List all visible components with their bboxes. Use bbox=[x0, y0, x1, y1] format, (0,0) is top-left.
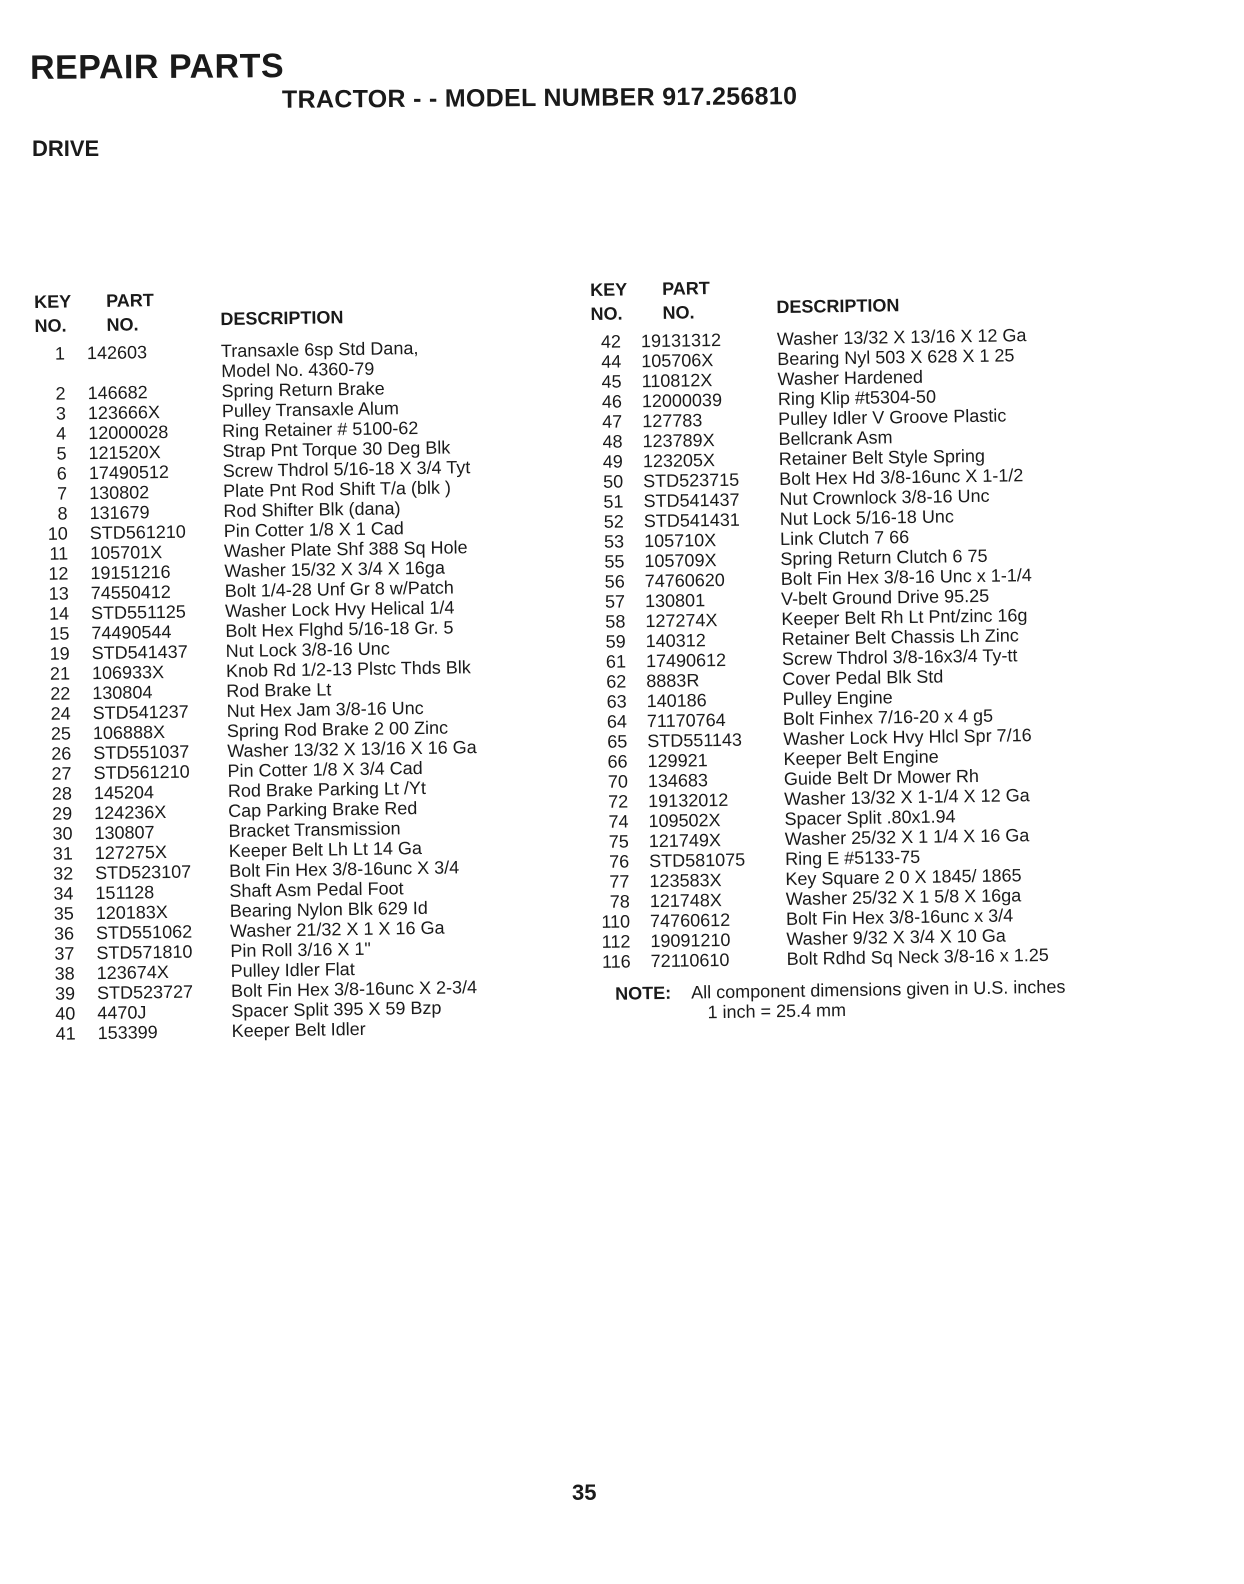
description-line: Pulley Transaxle Alum bbox=[221, 398, 400, 422]
part-number: 109502X bbox=[648, 810, 721, 832]
key-number: 78 bbox=[609, 891, 630, 912]
header-part-line2: NO. bbox=[662, 302, 695, 323]
part-number: 19131312 bbox=[640, 329, 722, 352]
description-line: Washer 25/32 X 1 5/8 X 16ga bbox=[785, 885, 1022, 910]
description-line: Bolt Rdhd Sq Neck 3/8-16 x 1.25 bbox=[786, 944, 1049, 969]
description-line: Spring Return Clutch 6 75 bbox=[780, 545, 988, 570]
description-line: Bolt Hex Hd 3/8-16unc X 1-1/2 bbox=[778, 465, 1024, 490]
description-line: Screw Thdrol 5/16-18 X 3/4 Tyt bbox=[222, 457, 471, 482]
description-line: Pulley Engine bbox=[782, 687, 893, 710]
header-key-line1: KEY bbox=[34, 291, 72, 312]
description-line: Bolt Finhex 7/16-20 x 4 g5 bbox=[782, 705, 994, 730]
part-number: 127275X bbox=[94, 841, 168, 864]
key-number: 26 bbox=[51, 743, 72, 764]
description-line: Spring Return Brake bbox=[221, 378, 385, 402]
part-number: 17490612 bbox=[645, 649, 727, 672]
part-number: 153399 bbox=[97, 1022, 158, 1044]
key-number: 25 bbox=[50, 723, 72, 744]
part-description bbox=[782, 667, 943, 690]
key-number: 59 bbox=[605, 631, 626, 652]
part-number: 131679 bbox=[89, 502, 150, 524]
description-line: Guide Belt Dr Mower Rh bbox=[783, 765, 980, 790]
key-number: 49 bbox=[602, 451, 624, 472]
table-header bbox=[590, 271, 1151, 330]
part-number: STD561210 bbox=[89, 521, 187, 544]
part-number: 151128 bbox=[95, 882, 155, 904]
description-line: Washer 9/32 X 3/4 X 10 Ga bbox=[786, 925, 1006, 949]
key-number: 28 bbox=[51, 783, 73, 804]
part-number: 123789X bbox=[642, 430, 715, 452]
parts-list-right bbox=[591, 323, 1161, 972]
part-number: 74760620 bbox=[644, 569, 725, 592]
key-number: 45 bbox=[601, 371, 622, 392]
key-number: 110 bbox=[601, 911, 631, 932]
part-number: 127274X bbox=[645, 610, 718, 632]
description-line: Washer 25/32 X 1 1/4 X 16 Ga bbox=[784, 825, 1030, 850]
description-line: Pin Cotter 1/8 X 1 Cad bbox=[223, 518, 405, 542]
description-line: Knob Rd 1/2-13 Plstc Thds Blk bbox=[225, 657, 471, 682]
part-description bbox=[221, 338, 419, 381]
description-line: Washer 13/32 X 13/16 X 12 Ga bbox=[776, 325, 1027, 350]
key-number: 40 bbox=[55, 1003, 76, 1024]
description-line: Cap Parking Brake Red bbox=[228, 798, 418, 822]
description-line: Link Clutch 7 66 bbox=[779, 527, 910, 550]
description-line: Spacer Split 395 X 59 Bzp bbox=[231, 997, 442, 1021]
page-title: REPAIR PARTS bbox=[29, 47, 285, 87]
description-line: Pin Roll 3/16 X 1" bbox=[230, 938, 371, 961]
part-number: 71170764 bbox=[646, 709, 726, 732]
part-description bbox=[229, 878, 403, 901]
page-number: 35 bbox=[572, 1480, 597, 1505]
key-number: 15 bbox=[49, 623, 70, 644]
description-line: Nut Hex Jam 3/8-16 Unc bbox=[226, 697, 424, 722]
key-number: 116 bbox=[601, 951, 631, 972]
part-description bbox=[231, 1019, 365, 1041]
note-conversion: 1 inch = 25.4 mm bbox=[707, 1000, 847, 1023]
part-number: 19091210 bbox=[650, 929, 731, 952]
key-number: 31 bbox=[52, 843, 73, 864]
key-number: 112 bbox=[601, 931, 631, 952]
key-number: 62 bbox=[606, 671, 627, 692]
key-number: 3 bbox=[55, 403, 67, 424]
part-number: 120183X bbox=[95, 901, 168, 924]
key-number: 75 bbox=[608, 831, 629, 852]
part-number: 129921 bbox=[647, 750, 708, 772]
description-line: Keeper Belt Idler bbox=[231, 1018, 366, 1041]
description-line: Nut Lock 5/16-18 Unc bbox=[779, 506, 955, 530]
description-line: Washer Lock Hvy Helical 1/4 bbox=[224, 597, 455, 622]
description-line: Rod Shifter Blk (dana) bbox=[223, 498, 401, 522]
header-key-line1: KEY bbox=[590, 279, 628, 300]
header-part-line1: PART bbox=[105, 290, 154, 311]
description-line: Shaft Asm Pedal Foot bbox=[229, 878, 404, 902]
note-text: All component dimensions given in U.S. inches bbox=[691, 976, 1066, 1003]
key-number: 6 bbox=[56, 463, 68, 484]
key-number: 5 bbox=[56, 443, 67, 464]
description-line: Key Square 2 0 X 1845/ 1865 bbox=[785, 865, 1022, 890]
part-number: 123666X bbox=[87, 402, 161, 424]
key-number: 38 bbox=[54, 963, 75, 984]
key-number: 27 bbox=[51, 763, 72, 784]
part-description bbox=[787, 945, 1049, 969]
key-number: 32 bbox=[52, 863, 74, 884]
description-line: Pulley Idler Flat bbox=[230, 959, 355, 981]
part-description bbox=[778, 387, 936, 409]
key-number: 72 bbox=[608, 791, 629, 812]
part-number: 8883R bbox=[646, 670, 700, 692]
key-number: 70 bbox=[607, 771, 629, 792]
key-number: 29 bbox=[52, 803, 73, 824]
part-number: 121520X bbox=[88, 442, 161, 464]
description-line: Rod Brake Parking Lt /Yt bbox=[227, 777, 427, 802]
description-line: Bolt Fin Hex 3/8-16unc X 2-3/4 bbox=[230, 977, 478, 1001]
part-number: 19132012 bbox=[648, 789, 729, 812]
description-line: Bearing Nyl 503 X 628 X 1 25 bbox=[777, 345, 1015, 370]
key-number: 74 bbox=[608, 811, 629, 832]
header-description: DESCRIPTION bbox=[776, 295, 900, 318]
key-number: 19 bbox=[49, 643, 70, 664]
description-line: Cover Pedal Blk Std bbox=[782, 666, 944, 690]
part-description bbox=[228, 818, 400, 841]
part-description bbox=[777, 367, 923, 389]
key-number: 55 bbox=[604, 551, 625, 572]
key-number: 48 bbox=[602, 431, 623, 452]
key-number: 22 bbox=[50, 683, 71, 704]
key-number: 24 bbox=[50, 703, 71, 724]
description-line: Bolt Fin Hex 3/8-16unc X 3/4 bbox=[228, 857, 460, 882]
description-line: Bolt Fin Hex 3/8-16 Unc x 1-1/4 bbox=[780, 565, 1032, 590]
description-line: Spring Rod Brake 2 00 Zinc bbox=[226, 717, 449, 742]
part-description bbox=[226, 638, 390, 661]
part-number: STD523715 bbox=[643, 469, 740, 492]
description-line: Bolt 1/4-28 Unf Gr 8 w/Patch bbox=[224, 577, 454, 602]
part-number: 127783 bbox=[642, 410, 703, 432]
part-description bbox=[784, 806, 955, 829]
description-line: Pulley Idler V Groove Plastic bbox=[778, 405, 1007, 430]
description-line: V-belt Ground Drive 95.25 bbox=[780, 585, 990, 610]
description-line: Rod Brake Lt bbox=[226, 679, 332, 702]
key-number: 1 bbox=[54, 343, 66, 364]
part-number: 123205X bbox=[642, 450, 716, 472]
description-line-2: Model No. 4360-79 bbox=[221, 358, 375, 382]
header-description: DESCRIPTION bbox=[220, 307, 344, 330]
part-description bbox=[785, 847, 920, 869]
part-number: 74760612 bbox=[649, 909, 731, 932]
header-part-line1: PART bbox=[661, 278, 710, 299]
key-number: 52 bbox=[603, 511, 624, 532]
description-line: Keeper Belt Lh Lt 14 Ga bbox=[228, 837, 423, 862]
description-line: Bellcrank Asm bbox=[778, 427, 893, 450]
part-description bbox=[223, 498, 400, 521]
part-number: 130807 bbox=[94, 822, 155, 844]
part-number: 106933X bbox=[91, 662, 165, 684]
header-key-line2: NO. bbox=[34, 315, 67, 336]
part-number: 123583X bbox=[649, 870, 722, 892]
part-number: 123674X bbox=[96, 961, 169, 984]
key-number: 34 bbox=[53, 883, 74, 904]
part-number: STD571810 bbox=[96, 941, 193, 964]
part-number: STD551125 bbox=[90, 601, 186, 624]
description-line: Washer 13/32 X 1-1/4 X 12 Ga bbox=[784, 785, 1030, 810]
key-number: 56 bbox=[604, 571, 625, 592]
description-line: Bracket Transmission bbox=[228, 818, 401, 842]
description-line: Plate Pnt Rod Shift T/a (blk ) bbox=[222, 477, 452, 502]
description-line: Keeper Belt Engine bbox=[783, 746, 939, 770]
key-number: 2 bbox=[55, 383, 66, 404]
description-line: Keeper Belt Rh Lt Pnt/zinc 16g bbox=[781, 605, 1028, 630]
section-title: DRIVE bbox=[32, 136, 100, 161]
key-number: 30 bbox=[52, 823, 73, 844]
key-number: 53 bbox=[603, 531, 625, 552]
description-line: Strap Pnt Torque 30 Deg Blk bbox=[222, 437, 451, 462]
part-number: STD523107 bbox=[94, 861, 192, 884]
key-number: 7 bbox=[56, 483, 68, 504]
part-number: STD551037 bbox=[93, 741, 190, 764]
table-header bbox=[34, 284, 545, 342]
description-line: Transaxle 6sp Std Dana, bbox=[220, 337, 419, 362]
key-number: 61 bbox=[605, 651, 627, 672]
description-line: Washer Hardened bbox=[777, 366, 924, 390]
description-line: Bolt Hex Flghd 5/16-18 Gr. 5 bbox=[225, 617, 454, 642]
part-description bbox=[221, 379, 384, 402]
model-number-subtitle: TRACTOR - - MODEL NUMBER 917.256810 bbox=[281, 82, 798, 114]
description-line: Washer Plate Shf 388 Sq Hole bbox=[223, 537, 468, 562]
key-number: 76 bbox=[608, 851, 630, 872]
part-number: 105706X bbox=[641, 350, 714, 372]
part-description bbox=[231, 959, 355, 981]
part-number: 72110610 bbox=[650, 949, 730, 972]
part-number: STD581075 bbox=[648, 849, 746, 872]
key-number: 21 bbox=[49, 663, 71, 684]
part-description bbox=[778, 427, 892, 449]
description-line: Retainer Belt Style Spring bbox=[778, 445, 986, 470]
key-number: 39 bbox=[54, 983, 76, 1004]
part-number: STD551062 bbox=[95, 921, 193, 944]
part-number: 142603 bbox=[86, 342, 148, 364]
key-number: 51 bbox=[603, 491, 624, 512]
part-number: 130801 bbox=[644, 590, 706, 612]
key-number: 66 bbox=[607, 751, 628, 772]
part-description bbox=[782, 687, 892, 709]
part-description bbox=[222, 398, 399, 421]
part-number: 4470J bbox=[97, 1002, 147, 1024]
part-description bbox=[226, 679, 331, 701]
part-number: 74550412 bbox=[90, 581, 171, 604]
key-number: 37 bbox=[54, 943, 75, 964]
description-line: Washer 13/32 X 13/16 X 16 Ga bbox=[227, 737, 477, 762]
key-number: 65 bbox=[607, 731, 628, 752]
key-number: 10 bbox=[47, 523, 68, 544]
key-number: 4 bbox=[56, 423, 67, 444]
part-number: 121748X bbox=[649, 890, 722, 912]
part-number: 12000028 bbox=[88, 421, 169, 444]
part-number: 140312 bbox=[645, 630, 706, 652]
part-number: STD541431 bbox=[643, 509, 741, 532]
part-number: STD561210 bbox=[93, 761, 190, 784]
part-number: STD523727 bbox=[96, 981, 194, 1004]
part-number: 140186 bbox=[646, 690, 707, 712]
key-number: 36 bbox=[53, 923, 75, 944]
description-line: Washer 15/32 X 3/4 X 16ga bbox=[224, 557, 446, 582]
part-number: 130804 bbox=[92, 682, 153, 704]
description-line: Ring Retainer # 5100-62 bbox=[222, 417, 419, 442]
parts-list-left bbox=[35, 336, 556, 1044]
parts-table-right bbox=[590, 271, 1161, 1023]
key-number: 13 bbox=[48, 583, 69, 604]
description-line: Ring E #5133-75 bbox=[784, 846, 921, 870]
part-number: STD541437 bbox=[91, 641, 188, 664]
part-number: 121749X bbox=[648, 830, 722, 852]
part-number: STD541237 bbox=[92, 701, 189, 724]
dimensions-note bbox=[601, 975, 1161, 1023]
header-key-line2: NO. bbox=[590, 303, 623, 324]
key-number: 44 bbox=[601, 351, 622, 372]
part-number: 124236X bbox=[94, 801, 167, 824]
key-number: 41 bbox=[55, 1023, 76, 1044]
key-number: 14 bbox=[48, 603, 70, 624]
parts-table-left bbox=[34, 284, 556, 1044]
key-number: 12 bbox=[48, 563, 69, 584]
part-number: 110812X bbox=[641, 370, 713, 392]
part-description bbox=[780, 506, 954, 529]
part-description bbox=[783, 747, 938, 769]
note-label: NOTE: bbox=[615, 982, 672, 1004]
part-number: 130802 bbox=[89, 482, 150, 504]
key-number: 50 bbox=[602, 471, 624, 492]
key-number: 77 bbox=[609, 871, 630, 892]
part-number: 105710X bbox=[643, 530, 717, 552]
description-line: Nut Crownlock 3/8-16 Unc bbox=[779, 485, 990, 510]
description-line: Spacer Split .80x1.94 bbox=[784, 806, 956, 830]
part-number: 146682 bbox=[87, 382, 148, 404]
part-number: STD541437 bbox=[643, 489, 740, 512]
key-number: 35 bbox=[53, 903, 74, 924]
description-line: Washer Lock Hvy Hlcl Spr 7/16 bbox=[783, 725, 1032, 750]
key-number: 8 bbox=[57, 503, 68, 524]
part-description bbox=[224, 518, 404, 541]
part-description bbox=[780, 527, 909, 549]
part-number: 17490512 bbox=[88, 461, 170, 484]
part-number: 105701X bbox=[89, 542, 163, 564]
description-line: Ring Klip #t5304-50 bbox=[777, 386, 937, 410]
part-number: STD551143 bbox=[647, 729, 743, 752]
description-line: Bearing Nylon Blk 629 Id bbox=[229, 897, 429, 922]
part-number: 145204 bbox=[93, 782, 155, 804]
key-number: 63 bbox=[606, 691, 627, 712]
part-number: 19151216 bbox=[90, 561, 171, 584]
part-number: 134683 bbox=[647, 770, 709, 792]
key-number: 47 bbox=[602, 411, 623, 432]
key-number: 42 bbox=[600, 331, 622, 352]
part-description bbox=[230, 939, 371, 961]
key-number: 46 bbox=[601, 391, 623, 412]
key-number: 58 bbox=[605, 611, 626, 632]
key-number: 11 bbox=[49, 543, 69, 564]
description-line: Washer 21/32 X 1 X 16 Ga bbox=[229, 917, 445, 941]
description-line: Bolt Fin Hex 3/8-16unc x 3/4 bbox=[785, 905, 1014, 929]
description-line: Pin Cotter 1/8 X 3/4 Cad bbox=[227, 757, 423, 782]
part-number: 105709X bbox=[644, 550, 717, 572]
header-part-line2: NO. bbox=[106, 314, 139, 335]
description-line: Retainer Belt Chassis Lh Zinc bbox=[781, 625, 1019, 650]
key-number: 64 bbox=[606, 711, 628, 732]
part-number: 12000039 bbox=[641, 389, 723, 412]
part-number: 74490544 bbox=[91, 621, 172, 644]
description-line: Screw Thdrol 3/8-16x3/4 Ty-tt bbox=[781, 645, 1018, 670]
description-line: Nut Lock 3/8-16 Unc bbox=[225, 638, 390, 662]
part-number: 106888X bbox=[92, 721, 166, 744]
key-number: 57 bbox=[604, 591, 626, 612]
